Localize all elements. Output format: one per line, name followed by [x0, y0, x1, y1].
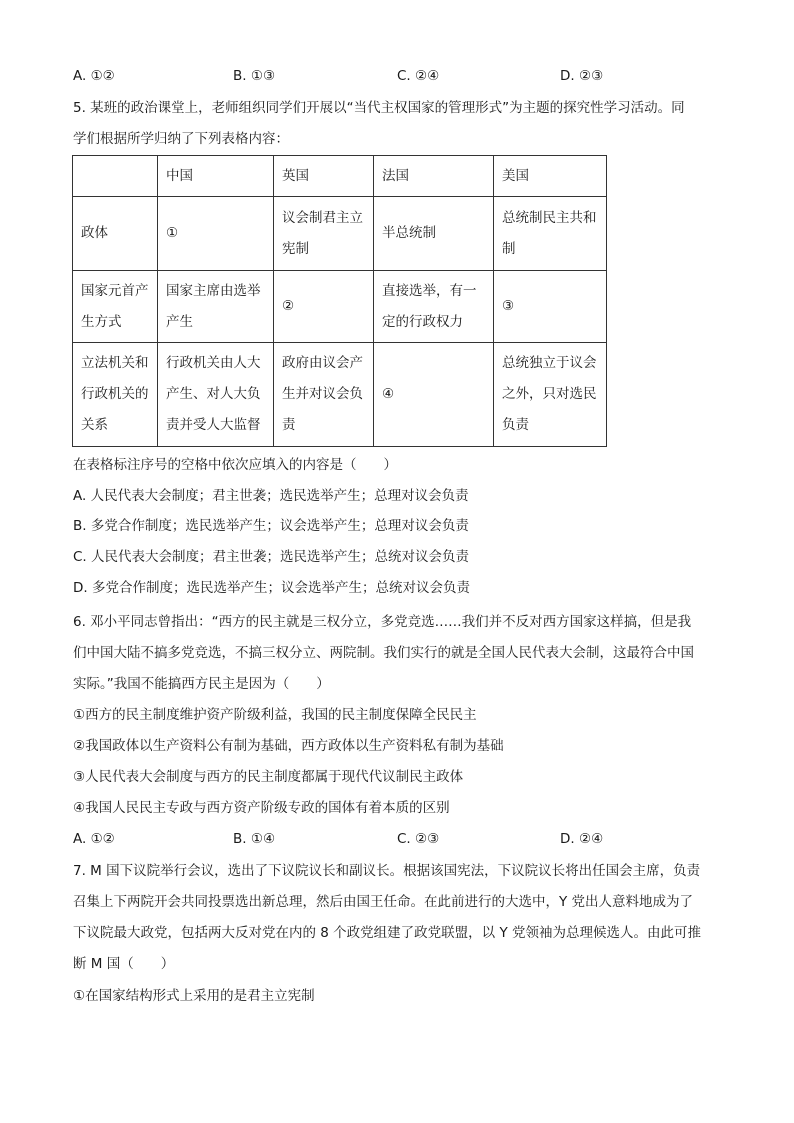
q5-option-a[interactable]: A. 人民代表大会制度；君主世袭；选民选举产生；总理对议会负责	[73, 488, 469, 504]
q6-option-a[interactable]: A. ①②	[73, 831, 115, 847]
q5-stem-line2: 学们根据所学归纳了下列表格内容：	[73, 131, 289, 147]
q7-stem-line2: 召集上下两院开会共同投票选出新总理，然后由国王任命。在此前进行的大选中，Y 党出人意料地成为了	[73, 894, 694, 910]
q6-options	[73, 829, 733, 849]
q7-stem-line1: 7. M 国下议院举行会议，选出了下议院议长和副议长。根据该国宪法，下议院议长将出任国会主席，负责	[73, 863, 701, 879]
table-header-cell: 美国	[494, 156, 607, 197]
table-row	[73, 197, 607, 271]
table-cell: 半总统制	[374, 197, 494, 271]
table-header-cell: 英国	[274, 156, 374, 197]
q5-option-c[interactable]: C. 人民代表大会制度；君主世袭；选民选举产生；总统对议会负责	[73, 549, 470, 565]
q6-statement-2: ②我国政体以生产资料公有制为基础，西方政体以生产资料私有制为基础	[73, 738, 504, 754]
table-cell: ①	[158, 197, 274, 271]
q4-option-b[interactable]: B. ①③	[233, 68, 276, 84]
q4-option-c[interactable]: C. ②④	[397, 68, 440, 84]
q4-option-a[interactable]: A. ①②	[73, 68, 115, 84]
q5-option-d[interactable]: D. 多党合作制度；选民选举产生；议会选举产生；总统对议会负责	[73, 580, 470, 596]
table-cell: 总统独立于议会之外，只对选民负责	[494, 343, 607, 447]
q6-statement-4: ④我国人民民主专政与西方资产阶级专政的国体有着本质的区别	[73, 800, 450, 816]
table-cell: ②	[274, 271, 374, 343]
table-row	[73, 343, 607, 447]
table-cell: 国家主席由选举产生	[158, 271, 274, 343]
table-cell: 立法机关和行政机关的关系	[73, 343, 158, 447]
q6-option-b[interactable]: B. ①④	[233, 831, 276, 847]
q6-statement-1: ①西方的民主制度维护资产阶级利益，我国的民主制度保障全民民主	[73, 707, 477, 723]
table-cell: 政体	[73, 197, 158, 271]
q6-statement-3: ③人民代表大会制度与西方的民主制度都属于现代代议制民主政体	[73, 769, 464, 785]
table-header-cell: 中国	[158, 156, 274, 197]
table-cell: 政府由议会产生并对议会负责	[274, 343, 374, 447]
table-cell: 直接选举，有一定的行政权力	[374, 271, 494, 343]
q4-option-d[interactable]: D. ②③	[560, 68, 604, 84]
q7-stem-line3: 下议院最大政党，包括两大反对党在内的 8 个政党组建了政党联盟，以 Y 党领袖为总理候选人。由此可推	[73, 925, 701, 941]
q7-statement-1: ①在国家结构形式上采用的是君主立宪制	[73, 988, 315, 1004]
table-cell: 国家元首产生方式	[73, 271, 158, 343]
table-header-cell: 法国	[374, 156, 494, 197]
q6-option-d[interactable]: D. ②④	[560, 831, 604, 847]
q5-question: 在表格标注序号的空格中依次应填入的内容是（ ）	[73, 457, 397, 473]
table-cell: ④	[374, 343, 494, 447]
table-cell: 议会制君主立宪制	[274, 197, 374, 271]
table-header-row	[73, 156, 607, 197]
q7-stem-line4: 断 M 国（ ）	[73, 956, 175, 972]
table-cell: ③	[494, 271, 607, 343]
table-row	[73, 271, 607, 343]
q6-stem-line2: 们中国大陆不搞多党竞选，不搞三权分立、两院制。我们实行的就是全国人民代表大会制，这最符合中国	[73, 645, 694, 661]
q5-stem-line1: 5. 某班的政治课堂上，老师组织同学们开展以“当代主权国家的管理形式”为主题的探究性学习活动。同	[73, 100, 685, 116]
q6-option-c[interactable]: C. ②③	[397, 831, 440, 847]
table-cell: 行政机关由人大产生、对人大负责并受人大监督	[158, 343, 274, 447]
q6-stem-line1: 6. 邓小平同志曾指出：“西方的民主就是三权分立，多党竞选……我们并不反对西方国家这样搞，但是我	[73, 614, 692, 630]
q5-option-b[interactable]: B. 多党合作制度；选民选举产生；议会选举产生；总理对议会负责	[73, 518, 469, 534]
q5-comparison-table	[72, 155, 607, 447]
table-header-cell	[73, 156, 158, 197]
q4-options	[73, 66, 733, 86]
table-cell: 总统制民主共和制	[494, 197, 607, 271]
q6-stem-line3: 实际。”我国不能搞西方民主是因为（ ）	[73, 676, 330, 692]
